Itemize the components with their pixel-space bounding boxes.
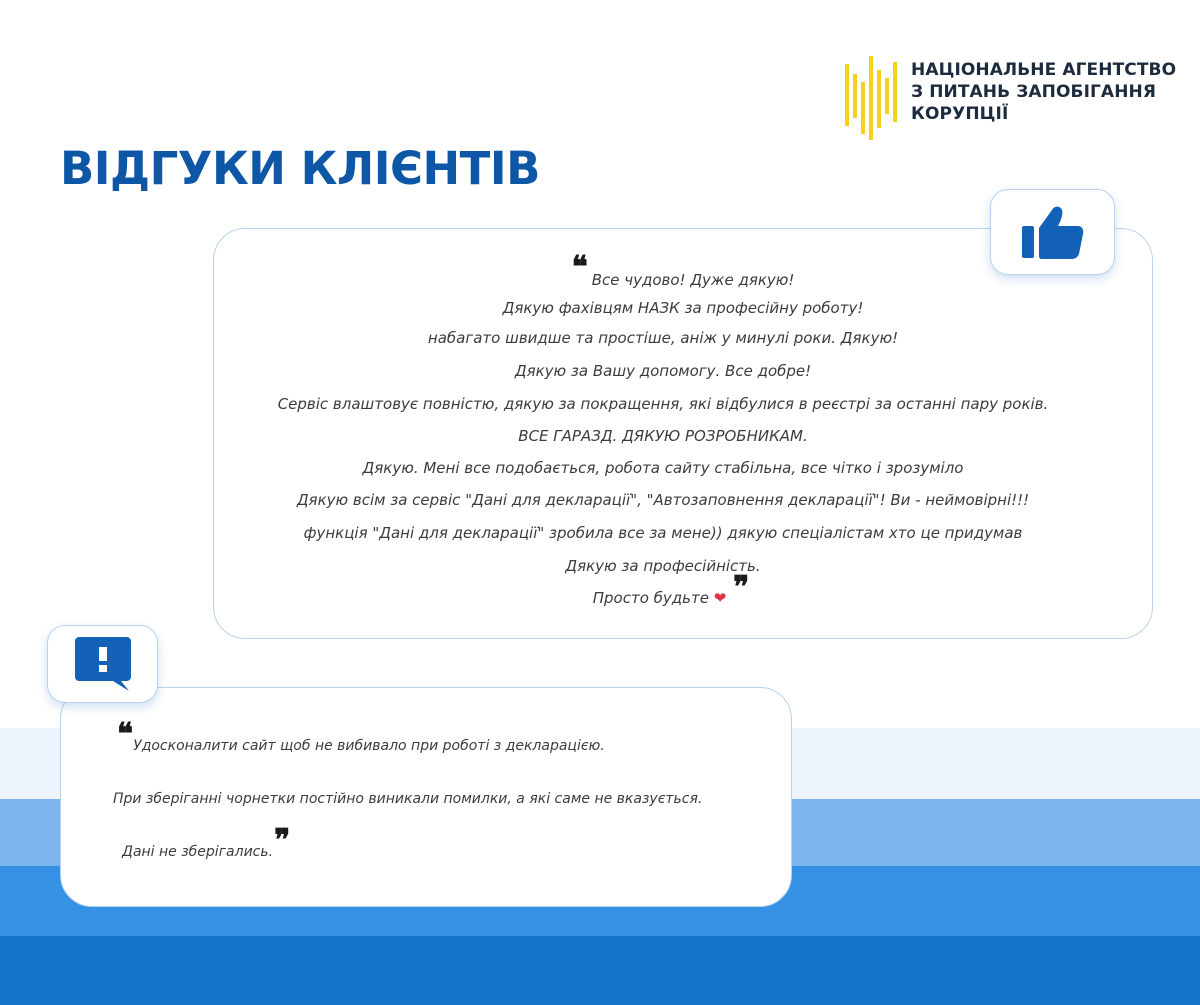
logo-line-2: З ПИТАНЬ ЗАПОБІГАННЯ (911, 82, 1157, 102)
issue-feedback-card (60, 687, 792, 907)
close-quote-mark: ❞ (274, 823, 291, 858)
praise-line-6: ВСЕ ГАРАЗД. ДЯКУЮ РОЗРОБНИКАМ. (518, 427, 808, 445)
open-quote-mark: ❝ (117, 717, 134, 752)
issue-line-3 (122, 823, 291, 860)
issue-text-1: Удосконалити сайт щоб не вибивало при роботі з декларацією. (133, 738, 605, 754)
praise-line-10: Дякую за професійність. (565, 557, 761, 575)
logo-line-1: НАЦІОНАЛЬНЕ АГЕНТСТВО (911, 60, 1177, 80)
praise-line-7: Дякую. Мені все подобається, робота сайту стабільна, все чітко і зрозуміло (362, 459, 964, 477)
heart-icon: ❤ (713, 589, 727, 607)
logo-text (911, 59, 1176, 125)
praise-line-11 (202, 570, 1140, 607)
praise-line-2: Дякую фахівцям НАЗК за професійну роботу! (502, 299, 864, 317)
praise-line-5: Сервіс влаштовує повністю, дякую за покращення, які відбулися в реєстрі за останні пару років. (277, 395, 1049, 413)
praise-text-11: Просто будьте (592, 589, 709, 607)
background-stripe-dark (0, 936, 1200, 1005)
issue-line-1 (117, 717, 605, 754)
nazk-logo (844, 56, 1176, 140)
page-title: ВІДГУКИ КЛІЄНТІВ (60, 142, 540, 195)
praise-line-4: Дякую за Вашу допомогу. Все добре! (514, 362, 812, 380)
thumbs-up-icon (1022, 204, 1084, 260)
thumbs-up-badge (990, 189, 1115, 275)
alert-message-icon (75, 637, 131, 691)
praise-feedback-card (213, 228, 1153, 639)
praise-line-9: функція "Дані для декларації" зробила все за мене)) дякую спеціалістам хто це придумав (303, 524, 1023, 542)
close-quote-mark: ❞ (733, 570, 750, 605)
praise-line-8: Дякую всім за сервіс "Дані для декларації", "Автозаповнення декларації"! Ви - неймовірні!!! (296, 491, 1030, 509)
praise-text-1: Все чудово! Дуже дякую! (591, 271, 795, 289)
nazk-logo-mark-icon (844, 56, 900, 140)
praise-line-3: набагато швидше та простіше, аніж у минулі роки. Дякую! (427, 329, 899, 347)
logo-line-3: КОРУПЦІЇ (911, 104, 1009, 124)
open-quote-mark: ❝ (571, 250, 588, 285)
alert-badge (47, 625, 158, 703)
issue-line-2: При зберіганні чорнетки постійно виникали помилки, а які саме не вказується. (113, 791, 703, 807)
issue-text-3: Дані не зберігались. (122, 844, 274, 860)
